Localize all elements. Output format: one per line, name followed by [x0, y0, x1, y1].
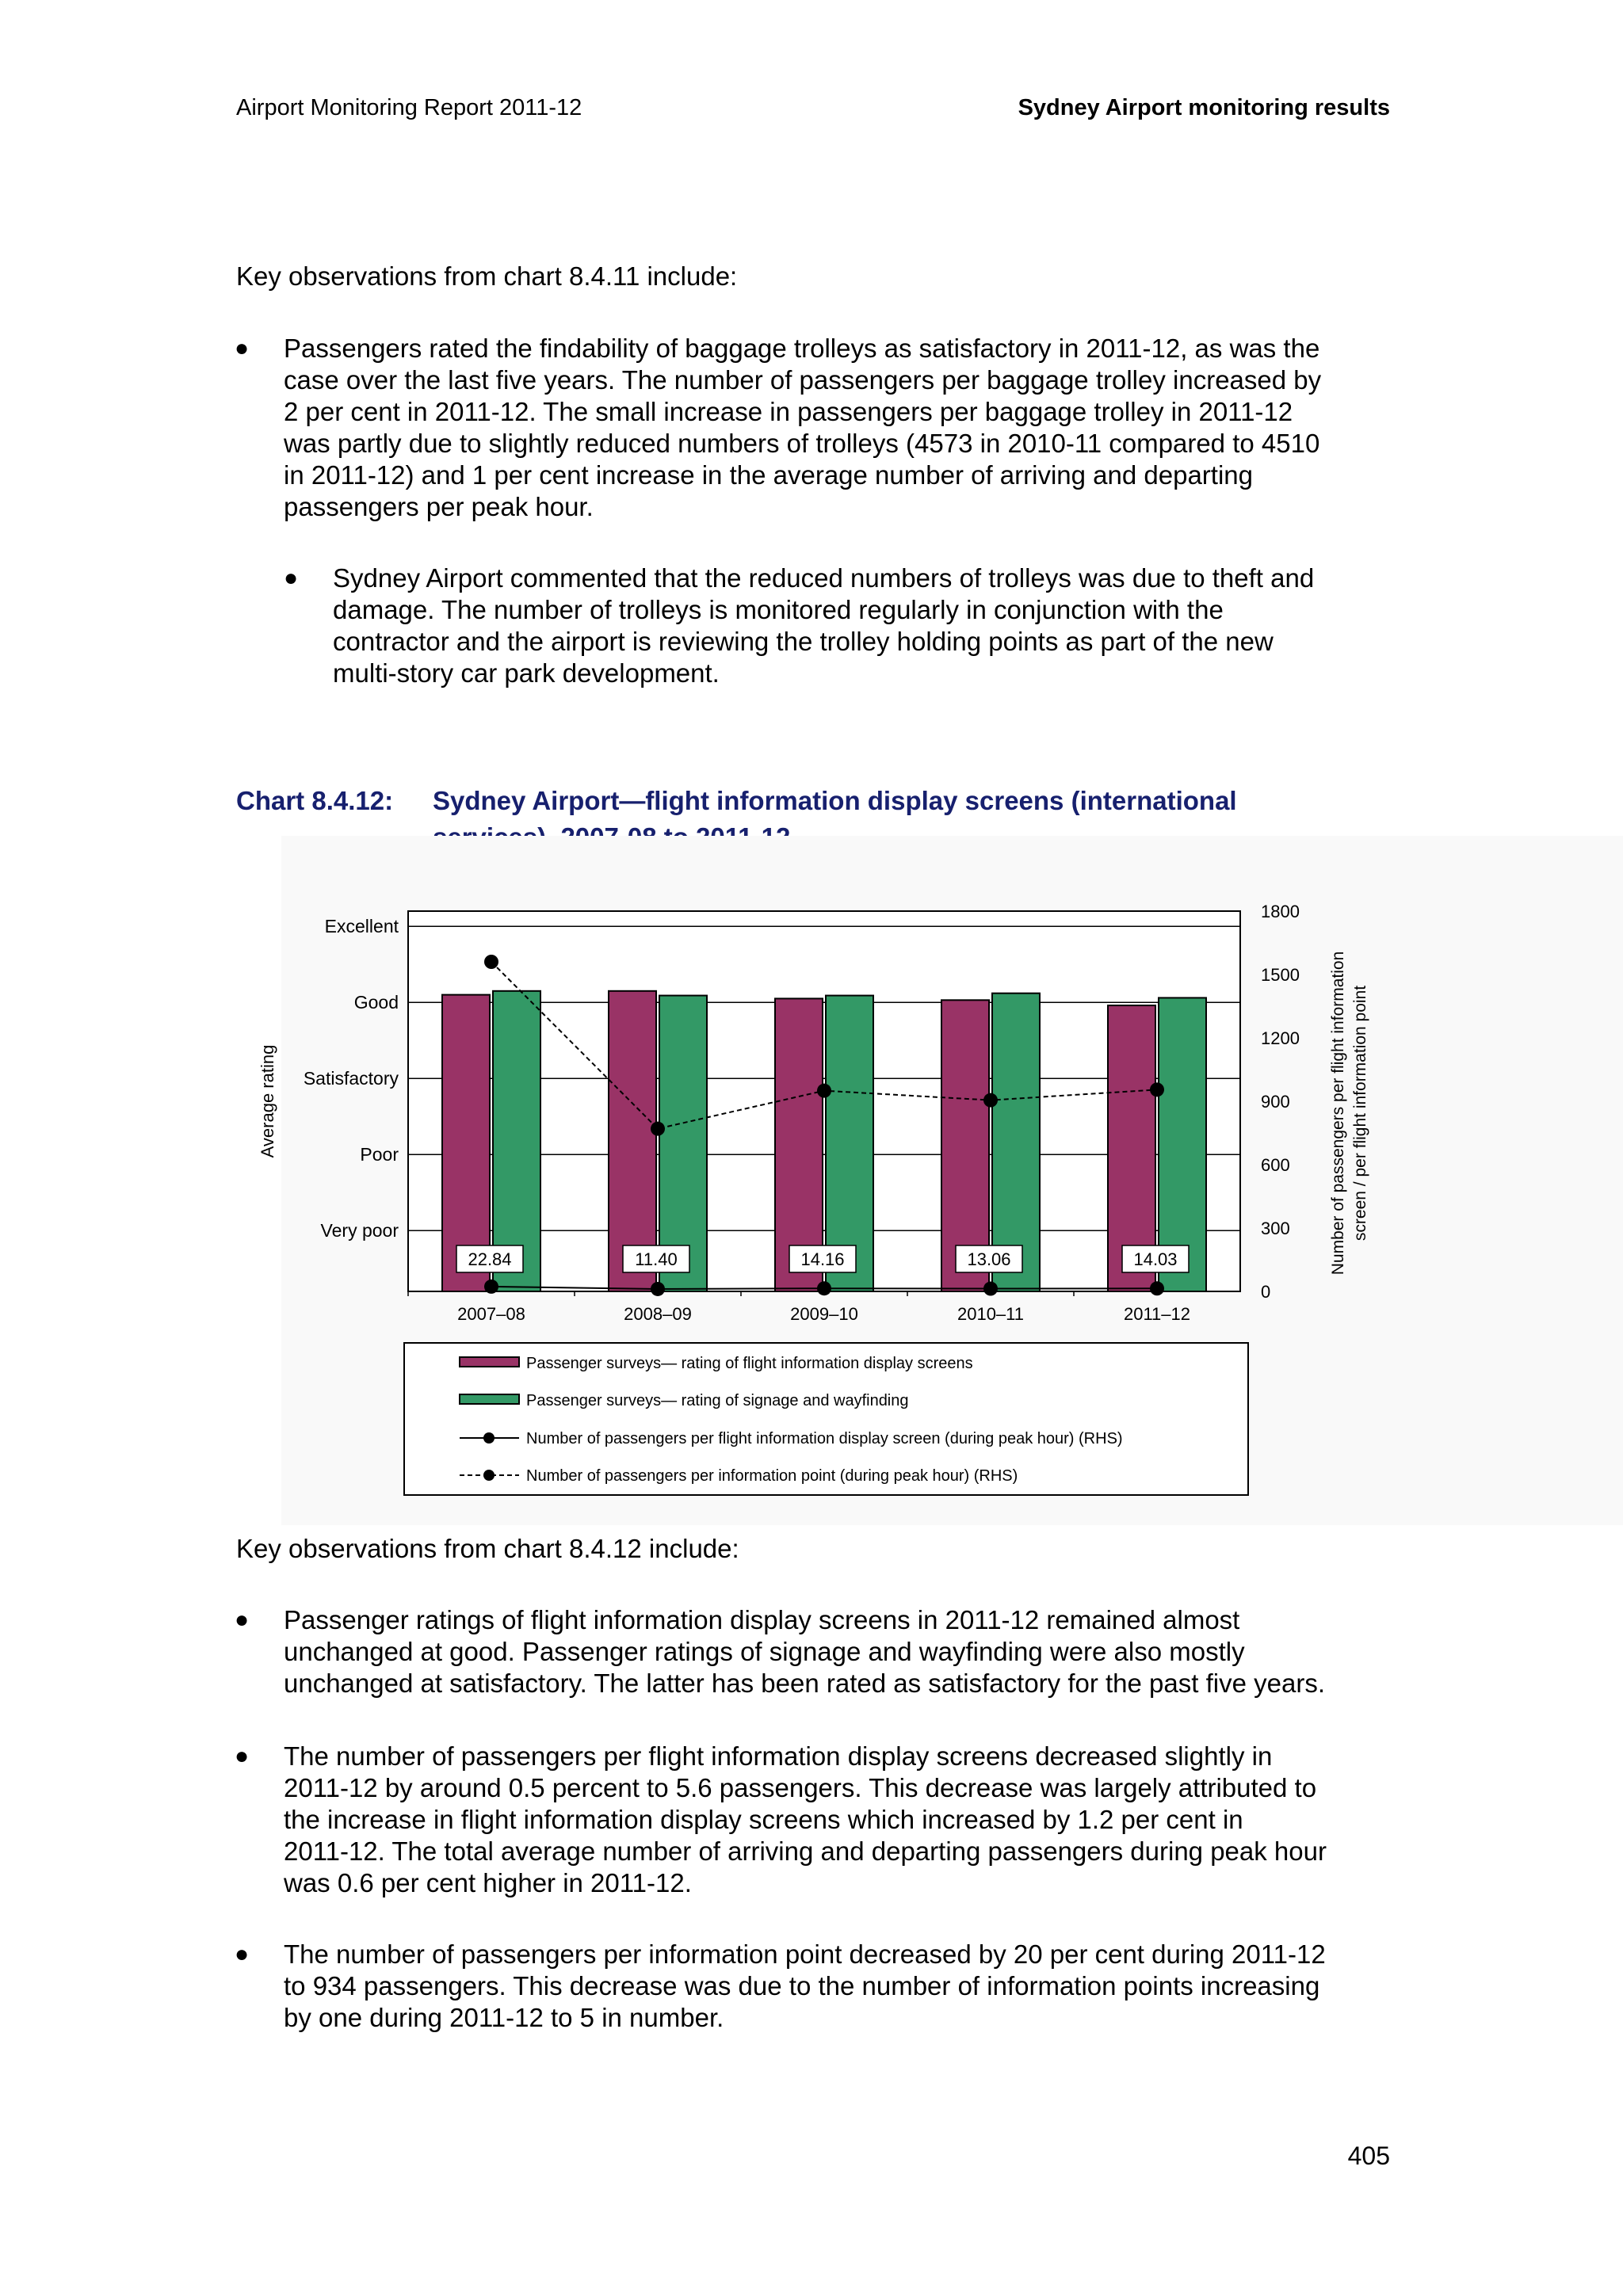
bullet-line: was 0.6 per cent higher in 2011-12.	[284, 1868, 692, 1897]
bullet-line: 2 per cent in 2011-12. The small increase in passengers per baggage trolley in 2011-12	[284, 397, 1293, 426]
bullet-line: 2011-12 by around 0.5 percent to 5.6 passengers. This decrease was largely attributed to	[284, 1773, 1317, 1802]
bullet-2-1	[235, 1604, 1325, 1699]
bullet-icon: ●	[235, 1941, 250, 1967]
right-axis-tick-label: 300	[1261, 1219, 1290, 1238]
left-axis-tick-label: Very poor	[320, 1220, 399, 1241]
right-axis-tick-label: 1200	[1261, 1028, 1300, 1048]
bullet-icon: ●	[235, 1607, 250, 1633]
bullet-line: Passengers rated the findability of baggage trolleys as satisfactory in 2011-12, as was the	[284, 334, 1320, 363]
legend-label: Passenger surveys— rating of flight information display screens	[526, 1355, 973, 1372]
page-number: 405	[1347, 2142, 1390, 2170]
right-axis-tick-label: 1500	[1261, 965, 1300, 985]
series-marker	[651, 1122, 665, 1136]
bullet-line: unchanged at good. Passenger ratings of signage and wayfinding were also mostly	[284, 1637, 1245, 1666]
bullet-line: The number of passengers per flight information display screens decreased slightly in	[284, 1741, 1273, 1771]
right-axis-tick-label: 600	[1261, 1155, 1290, 1175]
right-axis-tick-label: 900	[1261, 1092, 1290, 1112]
bullet-line: 2011-12. The total average number of arriving and departing passengers during peak hour	[284, 1836, 1327, 1866]
series-marker	[484, 955, 498, 969]
bullet-line: passengers per peak hour.	[284, 492, 594, 521]
observations-heading-1: Key observations from chart 8.4.11 include:	[236, 261, 738, 291]
bullet-line: The number of passengers per information point decreased by 20 per cent during 2011-12	[284, 1939, 1326, 1969]
series-marker	[983, 1282, 998, 1296]
bullet-2-3	[235, 1939, 1326, 2034]
bullet-icon: ●	[235, 1743, 250, 1769]
chart-number: Chart 8.4.12:	[236, 786, 394, 815]
legend-swatch-signage	[460, 1394, 519, 1404]
legend-marker	[483, 1470, 495, 1481]
legend-label: Passenger surveys— rating of signage and wayfinding	[526, 1392, 909, 1409]
bullet-line: was partly due to slightly reduced numbers of trolleys (4573 in 2010-11 compared to 4510	[284, 429, 1320, 458]
legend-label: Number of passengers per flight information display screen (during peak hour) (RHS)	[526, 1430, 1123, 1447]
x-axis-tick-label: 2007–08	[457, 1304, 525, 1324]
right-axis-tick-label: 0	[1261, 1282, 1271, 1302]
report-title: Airport Monitoring Report 2011-12	[236, 95, 582, 120]
bullet-line: damage. The number of trolleys is monitored regularly in conjunction with the	[333, 595, 1224, 624]
x-axis-tick-label: 2009–10	[790, 1304, 858, 1324]
bullet-line: Sydney Airport commented that the reduced numbers of trolleys was due to theft and	[333, 563, 1315, 593]
bullet-line: unchanged at satisfactory. The latter has been rated as satisfactory for the past five years.	[284, 1669, 1325, 1698]
legend-label: Number of passengers per information point (during peak hour) (RHS)	[526, 1467, 1018, 1485]
left-axis-tick-label: Good	[353, 992, 399, 1013]
bullet-line: contractor and the airport is reviewing the trolley holding points as part of the new	[333, 627, 1274, 656]
data-label: 14.16	[800, 1249, 845, 1269]
series-marker	[484, 1280, 498, 1294]
series-marker	[1150, 1281, 1164, 1295]
x-axis-tick-label: 2010–11	[957, 1304, 1025, 1324]
series-marker	[651, 1282, 665, 1296]
bullet-icon: ●	[284, 565, 299, 591]
legend-swatch-ratings-fids	[460, 1357, 519, 1367]
left-axis-tick-label: Satisfactory	[303, 1068, 399, 1089]
chart-title-line: Sydney Airport—flight information display screens (international	[433, 786, 1237, 815]
series-marker	[817, 1084, 831, 1098]
series-marker	[983, 1093, 998, 1108]
data-label: 11.40	[635, 1249, 678, 1269]
legend-marker	[483, 1432, 495, 1444]
data-label: 14.03	[1133, 1249, 1178, 1269]
left-axis-label: Average rating	[258, 1044, 277, 1158]
data-label: 22.84	[468, 1249, 512, 1269]
bullet-line: case over the last five years. The number of passengers per baggage trolley increased by	[284, 365, 1322, 395]
legend	[404, 1343, 1248, 1495]
left-axis-tick-label: Poor	[360, 1144, 399, 1165]
bullet-line: in 2011-12) and 1 per cent increase in the average number of arriving and departing	[284, 460, 1253, 490]
section-title: Sydney Airport monitoring results	[1018, 95, 1390, 120]
bullet-line: multi-story car park development.	[333, 658, 720, 688]
right-axis-tick-label: 1800	[1261, 902, 1300, 921]
x-axis-tick-label: 2008–09	[624, 1304, 692, 1324]
right-axis-label: Number of passengers per flight information	[1329, 951, 1347, 1276]
bullet-line: the increase in flight information display screens which increased by 1.2 per cent in	[284, 1805, 1243, 1834]
left-axis-tick-label: Excellent	[324, 916, 399, 937]
bullet-2-2	[235, 1741, 1327, 1899]
observations-heading-2: Key observations from chart 8.4.12 include:	[236, 1534, 739, 1563]
bullet-line: to 934 passengers. This decrease was due to the number of information points increasing	[284, 1971, 1320, 2000]
x-axis-tick-label: 2011–12	[1123, 1304, 1191, 1324]
bullet-line: Passenger ratings of flight information display screens in 2011-12 remained almost	[284, 1605, 1240, 1634]
bullet-line: by one during 2011-12 to 5 in number.	[284, 2003, 724, 2032]
series-marker	[817, 1281, 831, 1295]
right-axis-label: screen / per flight information point	[1351, 985, 1369, 1241]
series-marker	[1150, 1082, 1164, 1097]
data-label: 13.06	[967, 1249, 1011, 1269]
bullet-icon: ●	[235, 335, 250, 361]
